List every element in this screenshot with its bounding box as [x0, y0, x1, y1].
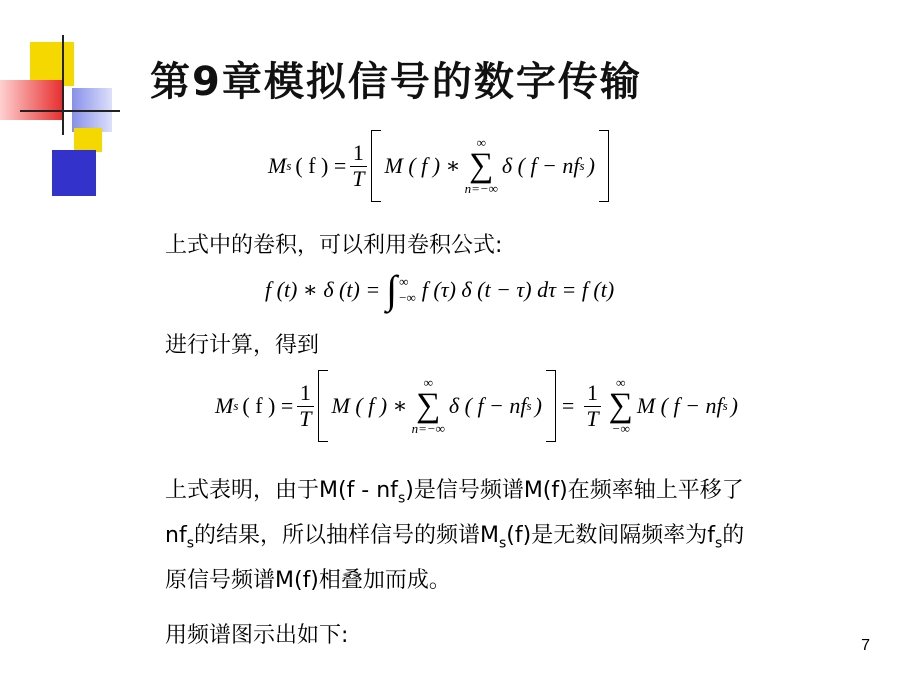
eq1-sum-top: ∞	[476, 135, 486, 151]
eq3-lhs: M	[215, 393, 234, 418]
para-l1-sub: s	[397, 490, 406, 507]
eq1-fraction	[350, 141, 366, 190]
eq1-body-end: )	[587, 153, 595, 178]
eq1-lhs-sub: s	[286, 158, 292, 173]
eq3-body-end: )	[534, 393, 542, 418]
eq3-right-bracket	[546, 370, 556, 442]
eq3-sum2-top: ∞	[616, 375, 626, 391]
eq3-equals: =	[561, 393, 575, 418]
eq2-right: f (τ) δ (t − τ) dτ = f (t)	[421, 277, 615, 302]
sigma-symbol: ∑	[608, 386, 633, 424]
deco-vline	[62, 35, 64, 135]
para-l2d: 的	[722, 523, 745, 548]
eq3-body: δ ( f − nf	[448, 393, 527, 418]
eq2-int-limits	[399, 274, 416, 306]
line-spectrum-figure: 用频谱图示出如下:	[165, 623, 349, 648]
eq1-term: M ( f ) ∗	[384, 153, 461, 178]
eq1-right-bracket	[599, 130, 609, 202]
deco-yellow-small	[74, 128, 102, 152]
para-l1a: 上式表明，由于M(f - nf	[165, 478, 398, 503]
eq1-sum	[465, 135, 498, 197]
eq1-lhs: M	[268, 153, 287, 178]
equation-3	[215, 370, 738, 442]
eq3-fraction-2	[584, 381, 600, 430]
eq3-fraction	[297, 381, 313, 430]
integral-symbol: ∫	[386, 267, 398, 312]
para-l1b: )是信号频谱M(f)在频率轴上平移了	[405, 478, 744, 503]
eq3-left-bracket	[318, 370, 328, 442]
line-convolution-intro: 上式中的卷积，可以利用卷积公式:	[165, 233, 503, 258]
deco-blue-square	[52, 150, 96, 196]
eq3-frac-num: 1	[299, 380, 311, 406]
eq3-body2: M ( f − nf	[636, 393, 723, 418]
para-l2b: 的结果，所以抽样信号的频谱M	[194, 523, 499, 548]
eq3-body2-sub: s	[722, 398, 728, 413]
eq3-body-sub: s	[526, 398, 532, 413]
eq2-int-bot: −∞	[399, 290, 416, 305]
eq1-body-sub: s	[579, 158, 585, 173]
deco-red-gradient	[0, 80, 62, 120]
eq2-int-top: ∞	[399, 274, 409, 289]
line-compute: 进行计算，得到	[165, 333, 320, 358]
eq1-body: δ ( f − nf	[501, 153, 580, 178]
eq2-left: f (t) ∗ δ (t) =	[265, 277, 381, 302]
eq3-term: M ( f ) ∗	[331, 393, 408, 418]
eq1-sum-bot: n=−∞	[464, 181, 498, 197]
eq3-frac2-den: T	[586, 405, 599, 431]
paragraph-line-2	[165, 518, 744, 551]
eq3-sum-top: ∞	[423, 375, 433, 391]
eq3-sum2-bot: −∞	[611, 421, 630, 437]
eq3-frac2-num: 1	[586, 380, 598, 406]
sigma-symbol: ∑	[469, 146, 494, 184]
eq1-frac-den: T	[352, 165, 365, 191]
equation-1	[268, 130, 609, 202]
paragraph-line-1	[165, 473, 744, 506]
para-l2-sub: s	[186, 535, 194, 552]
eq3-arg: ( f ) =	[242, 393, 294, 418]
sigma-symbol: ∑	[416, 386, 441, 424]
deco-hline	[20, 110, 120, 112]
eq1-frac-num: 1	[352, 140, 364, 166]
eq1-left-bracket	[371, 130, 381, 202]
paragraph-line-3: 原信号频谱M(f)相叠加而成。	[165, 568, 451, 593]
para-l2-sub3: s	[714, 535, 723, 552]
eq3-sum-bot: n=−∞	[411, 421, 445, 437]
page-title: 第9章模拟信号的数字传输	[150, 59, 642, 105]
eq3-frac-den: T	[299, 405, 312, 431]
eq1-arg: ( f ) =	[295, 153, 347, 178]
para-l2a: nf	[165, 523, 187, 548]
para-l2-sub2: s	[498, 535, 507, 552]
eq3-lhs-sub: s	[233, 398, 239, 413]
para-l2c: (f)是无数间隔频率为f	[506, 523, 715, 548]
page-number: 7	[861, 637, 870, 654]
equation-2	[265, 267, 615, 312]
eq3-body2-end: )	[730, 393, 738, 418]
eq3-sum-2	[609, 375, 633, 437]
eq3-sum	[412, 375, 445, 437]
